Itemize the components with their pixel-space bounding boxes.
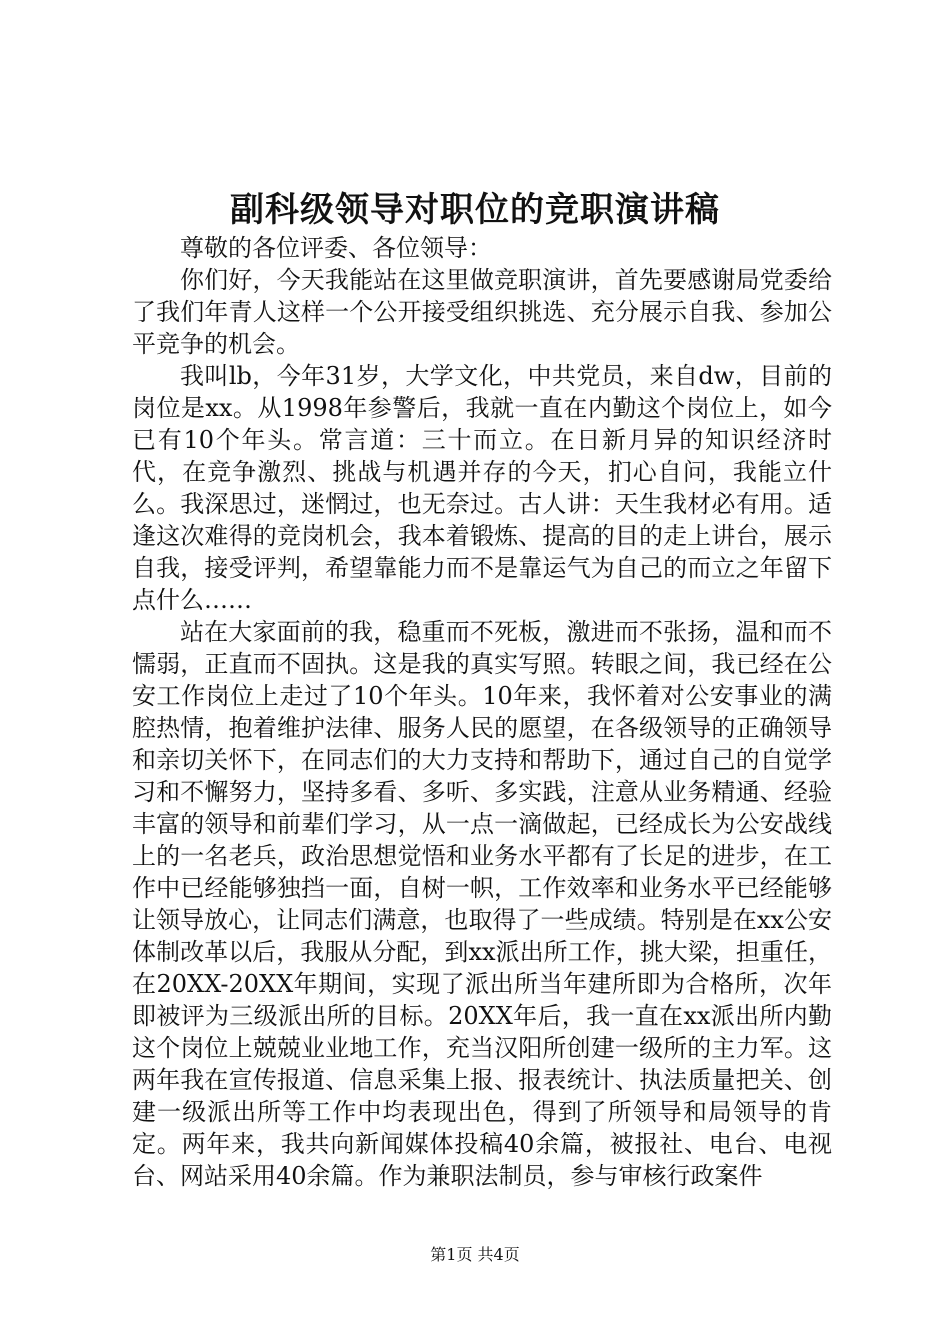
- paragraph-greeting: 你们好，今天我能站在这里做竞职演讲，首先要感谢局党委给了我们年青人这样一个公开接受组织挑选、充分展示自我、参加公平竞争的机会。: [132, 266, 832, 358]
- paragraph-experience: 站在大家面前的我，稳重而不死板，激进而不张扬，温和而不懦弱，正直而不固执。这是我的真实写照。转眼之间，我已经在公安工作岗位上走过了10个年头。10年来，我怀着对公安事业的满腔热情，抱着维护法律、服务人民的愿望，在各级领导的正确领导和亲切关怀下，在同志们的大力支持和帮助下，通过自己的自觉学习和不懈努力，坚持多看、多听、多实践，注意从业务精通、经验丰富的领导和前辈们学习，从一点一滴做起，已经成长为公安战线上的一名老兵，政治思想觉悟和业务水平都有了长足的进步，在工作中已经能够独挡一面，自树一帜，工作效率和业务水平已经能够让领导放心，让同志们满意，也取得了一些成绩。特别是在xx公安体制改革以后，我服从分配，到xx派出所工作，挑大梁，担重任，在20XX-20XX年期间，实现了派出所当年建所即为合格所，次年即被评为三级派出所的目标。20XX年后，我一直在xx派出所内勤这个岗位上兢兢业业地工作，充当汉阳所创建一级所的主力军。这两年我在宣传报道、信息采集上报、报表统计、执法质量把关、创建一级派出所等工作中均表现出色，得到了所领导和局领导的肯定。两年来，我共向新闻媒体投稿40余篇，被报社、电台、电视台、网站采用40余篇。作为兼职法制员，参与审核行政案件: [132, 618, 832, 1190]
- document-body: [132, 232, 832, 1192]
- page-footer: 第1页 共4页: [430, 1245, 520, 1264]
- paragraph-salutation: 尊敬的各位评委、各位领导：: [180, 234, 492, 262]
- paragraph-introduction: 我叫lb，今年31岁，大学文化，中共党员，来自dw，目前的岗位是xx。从1998年参警后，我就一直在内勤这个岗位上，如今已有10个年头。常言道：三十而立。在日新月异的知识经济时代，在竞争激烈、挑战与机遇并存的今天，扪心自问，我能立什么。我深思过，迷惘过，也无奈过。古人讲：天生我材必有用。适逢这次难得的竞岗机会，我本着锻炼、提高的目的走上讲台，展示自我，接受评判，希望靠能力而不是靠运气为自己的而立之年留下点什么……: [132, 362, 832, 614]
- document-title: 副科级领导对职位的竞职演讲稿: [230, 190, 720, 230]
